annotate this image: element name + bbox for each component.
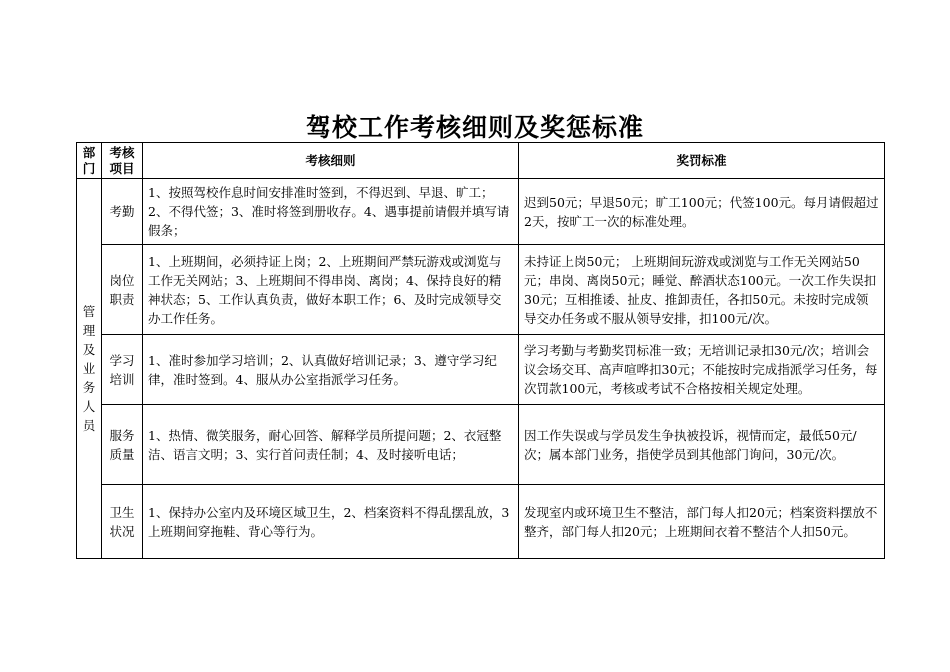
header-dept: 部门 — [77, 143, 102, 179]
detail-cell: 1、保持办公室内及环境区域卫生，2、档案资料不得乱摆乱放，3上班期间穿拖鞋、背心等行为。 — [143, 485, 519, 559]
table-row — [77, 335, 885, 405]
detail-cell: 1、准时参加学习培训；2、认真做好培训记录；3、遵守学习纪律，准时签到。4、服从办公室指派学习任务。 — [143, 335, 519, 405]
item-cell: 考勤 — [102, 179, 143, 245]
detail-cell: 1、按照驾校作息时间安排准时签到，不得迟到、早退、旷工；2、不得代签；3、准时将签到册收存。4、遇事提前请假并填写请假条； — [143, 179, 519, 245]
reward-cell: 未持证上岗50元； 上班期间玩游戏或浏览与工作无关网站50元；串岗、离岗50元；睡觉、醉酒状态100元。一次工作失误扣30元；互相推诿、扯皮、推卸责任，各扣50元。未按时完成领导交办任务或不服从领导安排，扣100元/次。 — [519, 245, 885, 335]
header-reward: 奖罚标准 — [519, 143, 885, 179]
dept-label: 管理及业务人员 — [82, 304, 96, 433]
dept-cell — [77, 179, 102, 559]
item-cell: 学习培训 — [102, 335, 143, 405]
header-row — [77, 143, 885, 179]
document-title: 驾校工作考核细则及奖惩标准 — [305, 113, 644, 142]
detail-cell: 1、上班期间，必须持证上岗；2、上班期间严禁玩游戏或浏览与工作无关网站；3、上班期间不得串岗、离岗；4、保持良好的精神状态；5、工作认真负责，做好本职工作；6、及时完成领导交办工作任务。 — [143, 245, 519, 335]
reward-cell: 迟到50元；早退50元；旷工100元；代签100元。每月请假超过2天，按旷工一次的标准处理。 — [519, 179, 885, 245]
reward-cell: 学习考勤与考勤奖罚标准一致；无培训记录扣30元/次；培训会议会场交耳、高声喧哗扣30元；不能按时完成指派学习任务，每次罚款100元，考核或考试不合格按相关规定处理。 — [519, 335, 885, 405]
reward-cell: 因工作失误或与学员发生争执被投诉，视情而定，最低50元/次；属本部门业务，指使学员到其他部门询问，30元/次。 — [519, 405, 885, 485]
item-cell: 岗位职责 — [102, 245, 143, 335]
header-detail: 考核细则 — [143, 143, 519, 179]
table-row — [77, 405, 885, 485]
table-row — [77, 245, 885, 335]
assessment-table — [76, 142, 885, 559]
table-row — [77, 485, 885, 559]
detail-cell: 1、热情、微笑服务，耐心回答、解释学员所提问题；2、衣冠整洁、语言文明；3、实行首问责任制；4、及时接听电话； — [143, 405, 519, 485]
header-item: 考核项目 — [102, 143, 143, 179]
table-row — [77, 179, 885, 245]
reward-cell: 发现室内或环境卫生不整洁，部门每人扣20元；档案资料摆放不整齐，部门每人扣20元；上班期间衣着不整洁个人扣50元。 — [519, 485, 885, 559]
item-cell: 服务质量 — [102, 405, 143, 485]
item-cell: 卫生状况 — [102, 485, 143, 559]
